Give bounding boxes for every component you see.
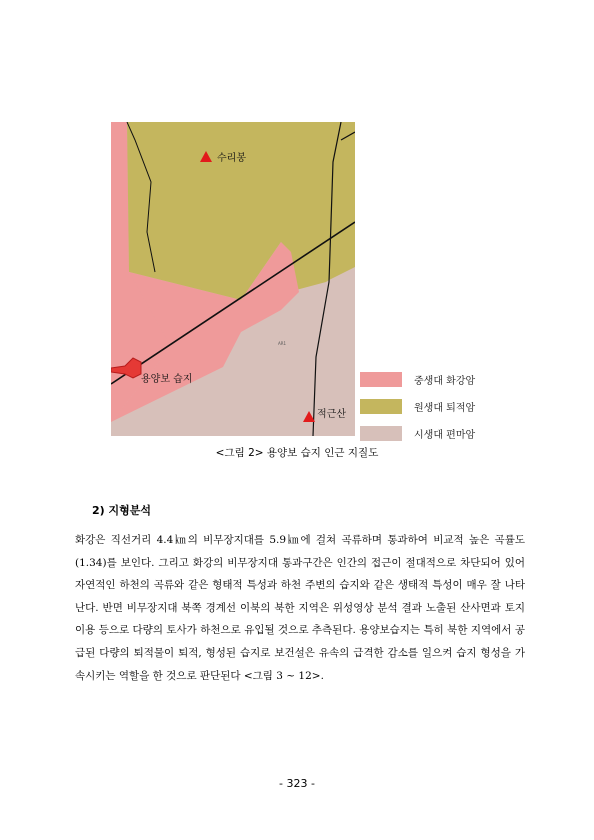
body-paragraph: 화강은 직선거리 4.4㎞의 비무장지대를 5.9㎞에 걸쳐 곡류하며 통과하여 비교적 높은 곡률도(1.34)를 보인다. 그리고 화강의 비무장지대 통과구간은 인간의 접근이 절대적으로 차단되어 있어 자연적인 하천의 곡류와 같은 형태적 특성과 하천 주변의 습지와 같은 생태적 특성이 매우 잘 나타난다. 반면 비무장지대 북쪽 경계선 이북의 북한 지역은 위성영상 분석 결과 노출된 산사면과 토지이용 등으로 다량의 토사가 하천으로 유입될 것으로 추측된다. 용양보습지는 특히 북한 지역에서 공급된 다량의 퇴적물이 퇴적, 형성된 습지로 보건설은 유속의 급격한 감소를 일으켜 습지 형성을 가속시키는 역할을 한 것으로 판단된다 <그림 3 ~ 12>. bbox=[75, 534, 525, 682]
legend-label: 중생대 화강암 bbox=[414, 376, 476, 387]
legend-label: 원생대 퇴적암 bbox=[414, 403, 476, 414]
legend-label: 시생대 편마암 bbox=[414, 430, 476, 441]
suri-peak-label: 수리봉 bbox=[217, 153, 246, 164]
jeokgeun-label: 적근산 bbox=[317, 409, 346, 420]
legend-item bbox=[360, 366, 475, 393]
figure-caption: <그림 2> 용양보 습지 인근 지질도 bbox=[215, 447, 379, 459]
sedimentary-area bbox=[127, 122, 355, 300]
geologic-map bbox=[111, 122, 355, 436]
small-map-mark: AR1 bbox=[278, 341, 287, 346]
legend-swatch bbox=[360, 372, 402, 387]
page-number: - 323 - bbox=[279, 777, 315, 790]
legend-item bbox=[360, 393, 475, 420]
legend-swatch bbox=[360, 399, 402, 414]
section-heading: 2) 지형분석 bbox=[92, 504, 152, 517]
legend-item bbox=[360, 420, 475, 447]
map-legend bbox=[360, 366, 475, 447]
legend-swatch bbox=[360, 426, 402, 441]
wetland-label: 용양보 습지 bbox=[141, 374, 193, 385]
